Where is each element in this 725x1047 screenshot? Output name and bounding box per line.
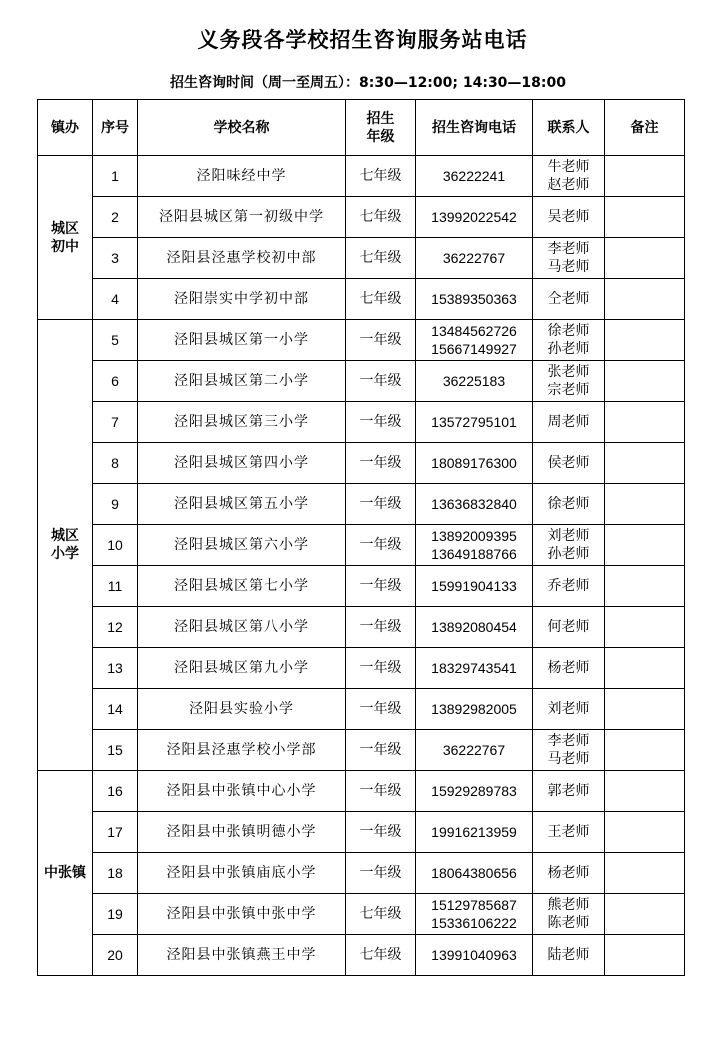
- contact-cell: [533, 935, 605, 976]
- contact-name: 杨老师: [547, 865, 590, 881]
- grade-cell: 一年级: [346, 484, 416, 525]
- header-town: 镇办: [38, 100, 93, 156]
- seq-cell: 14: [93, 689, 138, 730]
- phone-cell: [416, 443, 533, 484]
- phone-number: 15336106222: [431, 915, 517, 931]
- town-label: 初中: [51, 238, 79, 255]
- phone-number: 15991904133: [431, 578, 517, 594]
- phone-cell: [416, 156, 533, 197]
- contact-name: 陈老师: [547, 915, 590, 931]
- seq-cell: 9: [93, 484, 138, 525]
- contact-name: 孙老师: [547, 341, 590, 357]
- table-row: [38, 566, 685, 607]
- seq-cell: 8: [93, 443, 138, 484]
- grade-cell: 一年级: [346, 812, 416, 853]
- contact-cell: [533, 279, 605, 320]
- header-grade: [346, 100, 416, 156]
- contact-name: 刘老师: [547, 528, 590, 544]
- seq-cell: 10: [93, 525, 138, 566]
- phone-number: 13636832840: [431, 496, 517, 512]
- phone-cell: [416, 279, 533, 320]
- contact-cell: [533, 771, 605, 812]
- phone-number: 15929289783: [431, 783, 517, 799]
- school-name-cell: 泾阳崇实中学初中部: [138, 279, 346, 320]
- phone-number: 13892982005: [431, 701, 517, 717]
- phone-cell: [416, 894, 533, 935]
- contact-cell: [533, 853, 605, 894]
- seq-cell: 3: [93, 238, 138, 279]
- note-cell: [605, 443, 685, 484]
- seq-cell: 20: [93, 935, 138, 976]
- contact-name: 张老师: [547, 364, 590, 380]
- school-name-cell: 泾阳县城区第一初级中学: [138, 197, 346, 238]
- phone-number: 15389350363: [431, 291, 517, 307]
- school-name-cell: 泾阳县实验小学: [138, 689, 346, 730]
- contact-name: 宗老师: [547, 382, 590, 398]
- school-name-cell: 泾阳味经中学: [138, 156, 346, 197]
- note-cell: [605, 197, 685, 238]
- phone-cell: [416, 361, 533, 402]
- school-name-cell: 泾阳县中张镇燕王中学: [138, 935, 346, 976]
- contact-name: 吴老师: [547, 209, 590, 225]
- table-row: [38, 361, 685, 402]
- contact-cell: [533, 894, 605, 935]
- phone-cell: [416, 771, 533, 812]
- phone-number: 13892009395: [431, 528, 517, 544]
- contact-name: 徐老师: [547, 323, 590, 339]
- seq-cell: 18: [93, 853, 138, 894]
- phone-cell: [416, 402, 533, 443]
- header-seq: 序号: [93, 100, 138, 156]
- school-name-cell: 泾阳县城区第二小学: [138, 361, 346, 402]
- contact-name: 仝老师: [547, 291, 590, 307]
- table-row: [38, 689, 685, 730]
- seq-cell: 4: [93, 279, 138, 320]
- phone-cell: [416, 484, 533, 525]
- contact-name: 王老师: [547, 824, 590, 840]
- table-row: [38, 648, 685, 689]
- seq-cell: 12: [93, 607, 138, 648]
- note-cell: [605, 361, 685, 402]
- school-name-cell: 泾阳县城区第六小学: [138, 525, 346, 566]
- contact-name: 马老师: [547, 259, 590, 275]
- grade-cell: 一年级: [346, 607, 416, 648]
- phone-number: 36222767: [442, 742, 506, 758]
- grade-cell: 一年级: [346, 566, 416, 607]
- table-row: [38, 402, 685, 443]
- school-name-cell: 泾阳县中张镇中张中学: [138, 894, 346, 935]
- note-cell: [605, 689, 685, 730]
- phone-number: 13892080454: [431, 619, 517, 635]
- contact-cell: [533, 607, 605, 648]
- contact-name: 李老师: [547, 241, 590, 257]
- town-label: 城区: [51, 220, 79, 237]
- note-cell: [605, 935, 685, 976]
- table-row: [38, 935, 685, 976]
- grade-cell: 一年级: [346, 361, 416, 402]
- town-label: 小学: [51, 546, 79, 562]
- seq-cell: 15: [93, 730, 138, 771]
- grade-cell: 七年级: [346, 156, 416, 197]
- school-contact-table: [37, 99, 685, 976]
- phone-number: 18089176300: [431, 455, 517, 471]
- school-name-cell: 泾阳县城区第八小学: [138, 607, 346, 648]
- note-cell: [605, 566, 685, 607]
- page-title: 义务段各学校招生咨询服务站电话: [197, 27, 528, 52]
- school-name-cell: 泾阳县城区第五小学: [138, 484, 346, 525]
- contact-name: 乔老师: [547, 578, 590, 594]
- grade-cell: 七年级: [346, 935, 416, 976]
- contact-name: 赵老师: [547, 177, 590, 193]
- header-grade-line: 招生: [366, 110, 395, 127]
- seq-cell: 16: [93, 771, 138, 812]
- table-row: [38, 894, 685, 935]
- table-header-row: [38, 100, 685, 156]
- contact-name: 徐老师: [547, 496, 590, 512]
- phone-cell: [416, 812, 533, 853]
- phone-number: 36225183: [442, 373, 506, 389]
- contact-cell: [533, 197, 605, 238]
- grade-cell: 一年级: [346, 443, 416, 484]
- note-cell: [605, 771, 685, 812]
- seq-cell: 1: [93, 156, 138, 197]
- table-row: [38, 771, 685, 812]
- contact-name: 何老师: [547, 619, 590, 635]
- note-cell: [605, 853, 685, 894]
- town-label: 城区: [51, 528, 79, 544]
- grade-cell: 一年级: [346, 525, 416, 566]
- header-note: 备注: [605, 100, 685, 156]
- contact-cell: [533, 238, 605, 279]
- phone-cell: [416, 730, 533, 771]
- grade-cell: 一年级: [346, 689, 416, 730]
- table-row: [38, 607, 685, 648]
- header-school: 学校名称: [138, 100, 346, 156]
- header-contact: 联系人: [533, 100, 605, 156]
- contact-name: 郭老师: [547, 783, 590, 799]
- contact-name: 熊老师: [547, 897, 590, 913]
- phone-number: 15667149927: [431, 341, 517, 357]
- phone-cell: [416, 648, 533, 689]
- phone-cell: [416, 566, 533, 607]
- consult-hours: 招生咨询时间（周一至周五）：8:30—12:00; 14:30—18:00: [170, 75, 566, 91]
- grade-cell: 七年级: [346, 894, 416, 935]
- phone-cell: [416, 238, 533, 279]
- grade-cell: 一年级: [346, 648, 416, 689]
- grade-cell: 七年级: [346, 197, 416, 238]
- contact-cell: [533, 443, 605, 484]
- contact-cell: [533, 566, 605, 607]
- grade-cell: 七年级: [346, 238, 416, 279]
- note-cell: [605, 238, 685, 279]
- table-row: [38, 853, 685, 894]
- school-name-cell: 泾阳县城区第三小学: [138, 402, 346, 443]
- town-cell: [38, 320, 93, 771]
- contact-name: 牛老师: [547, 159, 590, 175]
- seq-cell: 13: [93, 648, 138, 689]
- contact-cell: [533, 648, 605, 689]
- seq-cell: 5: [93, 320, 138, 361]
- phone-number: 13992022542: [431, 209, 517, 225]
- school-name-cell: 泾阳县中张镇中心小学: [138, 771, 346, 812]
- contact-cell: [533, 402, 605, 443]
- town-label: 中张镇: [44, 865, 86, 881]
- contact-cell: [533, 484, 605, 525]
- table-row: [38, 238, 685, 279]
- contact-name: 周老师: [547, 414, 590, 430]
- town-cell: [38, 771, 93, 976]
- contact-name: 陆老师: [547, 947, 590, 963]
- contact-name: 侯老师: [547, 455, 590, 471]
- phone-cell: [416, 689, 533, 730]
- school-name-cell: 泾阳县城区第四小学: [138, 443, 346, 484]
- contact-cell: [533, 361, 605, 402]
- contact-cell: [533, 320, 605, 361]
- table-row: [38, 812, 685, 853]
- phone-number: 13991040963: [431, 947, 517, 963]
- seq-cell: 19: [93, 894, 138, 935]
- table-row: [38, 197, 685, 238]
- school-name-cell: 泾阳县中张镇庙底小学: [138, 853, 346, 894]
- note-cell: [605, 730, 685, 771]
- phone-number: 13649188766: [431, 546, 517, 562]
- header-grade-line: 年级: [366, 128, 395, 145]
- seq-cell: 17: [93, 812, 138, 853]
- phone-cell: [416, 607, 533, 648]
- table-row: [38, 484, 685, 525]
- phone-number: 36222767: [442, 250, 506, 266]
- table-row: [38, 443, 685, 484]
- contact-cell: [533, 812, 605, 853]
- seq-cell: 6: [93, 361, 138, 402]
- school-name-cell: 泾阳县泾惠学校初中部: [138, 238, 346, 279]
- table-row: [38, 730, 685, 771]
- school-name-cell: 泾阳县城区第七小学: [138, 566, 346, 607]
- contact-cell: [533, 156, 605, 197]
- note-cell: [605, 279, 685, 320]
- note-cell: [605, 607, 685, 648]
- contact-name: 杨老师: [547, 660, 590, 676]
- phone-cell: [416, 197, 533, 238]
- school-name-cell: 泾阳县城区第九小学: [138, 648, 346, 689]
- contact-name: 马老师: [547, 751, 590, 767]
- phone-number: 36222241: [442, 168, 506, 184]
- grade-cell: 七年级: [346, 279, 416, 320]
- phone-number: 18329743541: [431, 660, 517, 676]
- grade-cell: 一年级: [346, 402, 416, 443]
- phone-cell: [416, 935, 533, 976]
- table-row: [38, 279, 685, 320]
- town-cell: [38, 156, 93, 320]
- school-name-cell: 泾阳县中张镇明德小学: [138, 812, 346, 853]
- contact-name: 刘老师: [547, 701, 590, 717]
- note-cell: [605, 320, 685, 361]
- grade-cell: 一年级: [346, 730, 416, 771]
- table-body: [38, 156, 685, 976]
- phone-cell: [416, 320, 533, 361]
- contact-name: 孙老师: [547, 546, 590, 562]
- note-cell: [605, 648, 685, 689]
- phone-cell: [416, 525, 533, 566]
- contact-cell: [533, 689, 605, 730]
- note-cell: [605, 812, 685, 853]
- header-phone: 招生咨询电话: [416, 100, 533, 156]
- note-cell: [605, 894, 685, 935]
- table-row: [38, 525, 685, 566]
- contact-cell: [533, 730, 605, 771]
- phone-number: 18064380656: [431, 865, 517, 881]
- seq-cell: 2: [93, 197, 138, 238]
- phone-number: 19916213959: [431, 824, 517, 840]
- table-row: [38, 320, 685, 361]
- contact-name: 李老师: [547, 733, 590, 749]
- seq-cell: 11: [93, 566, 138, 607]
- phone-number: 13572795101: [431, 414, 517, 430]
- contact-cell: [533, 525, 605, 566]
- note-cell: [605, 484, 685, 525]
- school-name-cell: 泾阳县泾惠学校小学部: [138, 730, 346, 771]
- grade-cell: 一年级: [346, 320, 416, 361]
- phone-number: 15129785687: [431, 897, 517, 913]
- phone-number: 13484562726: [431, 323, 517, 339]
- grade-cell: 一年级: [346, 853, 416, 894]
- seq-cell: 7: [93, 402, 138, 443]
- note-cell: [605, 525, 685, 566]
- note-cell: [605, 156, 685, 197]
- school-name-cell: 泾阳县城区第一小学: [138, 320, 346, 361]
- note-cell: [605, 402, 685, 443]
- grade-cell: 一年级: [346, 771, 416, 812]
- table-row: [38, 156, 685, 197]
- phone-cell: [416, 853, 533, 894]
